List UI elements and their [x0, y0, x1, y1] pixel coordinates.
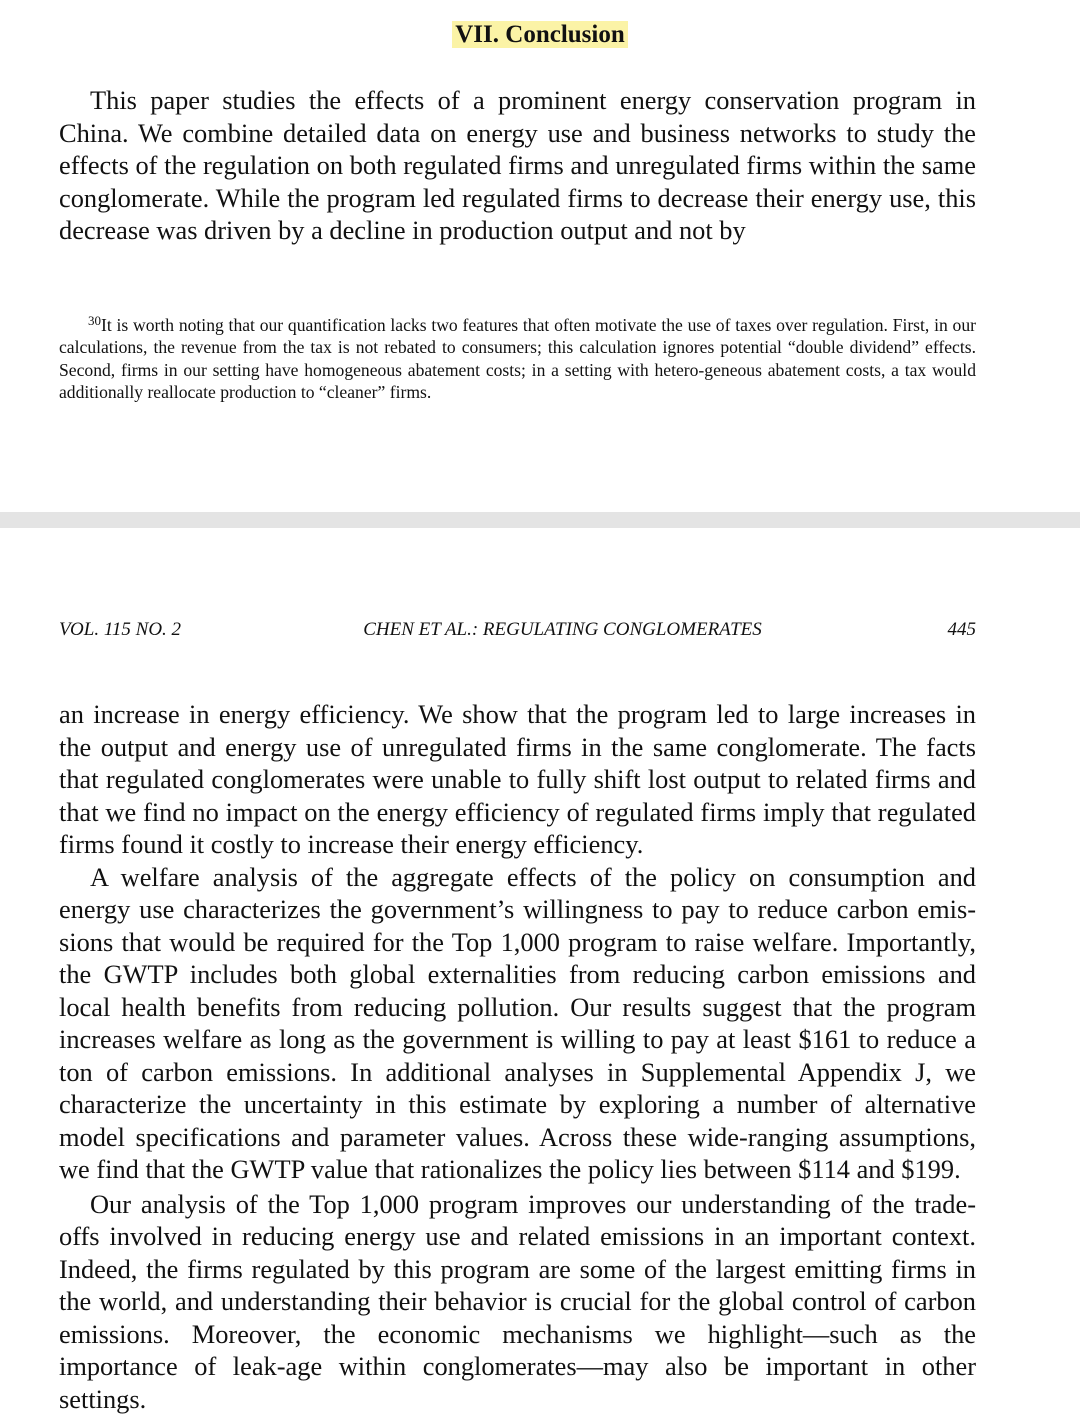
- continued-text: [59, 698, 976, 1415]
- footnote-number: 30: [88, 313, 101, 328]
- footnote-text: It is worth noting that our quantification lacks two features that often motivate the use of taxes over regulation. First, in our calculations, the revenue from the tax is not rebated to consumers; this calculation ignores potential “double dividend” effects. Second, firms in our setting have homogeneous abatement costs; in a setting with hetero-geneous abatement costs, a tax would additionally reallocate production to “cleaner” firms.: [59, 315, 976, 403]
- page-number: 445: [947, 619, 976, 640]
- running-head: [59, 617, 976, 643]
- conclusion-paragraph-1: This paper studies the effects of a prominent energy conservation program in China. We combine detailed data on energy use and business networks to study the effects of the regulation on both regulated firms and unregulated firms within the same conglomerate. While the program led regulated firms to decrease their energy use, this decrease was driven by a decline in production output and not by: [59, 85, 976, 245]
- page-separator: [0, 512, 1080, 528]
- section-heading-text: VII. Conclusion: [452, 21, 628, 48]
- page-top: [0, 0, 1080, 512]
- paragraph-2: A welfare analysis of the aggregate effects of the policy on consumption and energy use characterizes the government’s willingness to pay to reduce carbon emis-sions that would be required for the Top 1,000 program to raise welfare. Importantly, the GWTP includes both global externalities from reducing carbon emissions and local health benefits from reducing pollution. Our results suggest that the program increases welfare as long as the government is willing to pay at least $161 to reduce a ton of carbon emissions. In additional analyses in Supplemental Appendix J, we characterize the uncertainty in this estimate by exploring a number of alternative model specifications and parameter values. Across these wide-ranging assumptions, we find that the GWTP value that rationalizes the policy lies between $114 and $199.: [59, 861, 976, 1184]
- paragraph-1-continued: an increase in energy efficiency. We show that the program led to large increases in the output and energy use of unregulated firms in the same conglomerate. The facts that regulated conglomerates were unable to fully shift lost output to related firms and that we find no impact on the energy efficiency of regulated firms imply that regulated firms found it costly to increase their energy efficiency.: [59, 699, 976, 859]
- footnote-30: [59, 314, 976, 404]
- paragraph-3: Our analysis of the Top 1,000 program improves our understanding of the trade-offs involved in reducing energy use and related emissions in an important context. Indeed, the firms regulated by this program are some of the largest emitting firms in the world, and understanding their behavior is crucial for the global control of carbon emissions. Moreover, the economic mechanisms we highlight—such as the importance of leak-age within conglomerates—may also be important in other settings.: [59, 1188, 976, 1414]
- journal-volume: VOL. 115 NO. 2: [59, 619, 182, 640]
- running-title: CHEN ET AL.: REGULATING CONGLOMERATES: [363, 619, 762, 640]
- section-heading: [0, 18, 1080, 52]
